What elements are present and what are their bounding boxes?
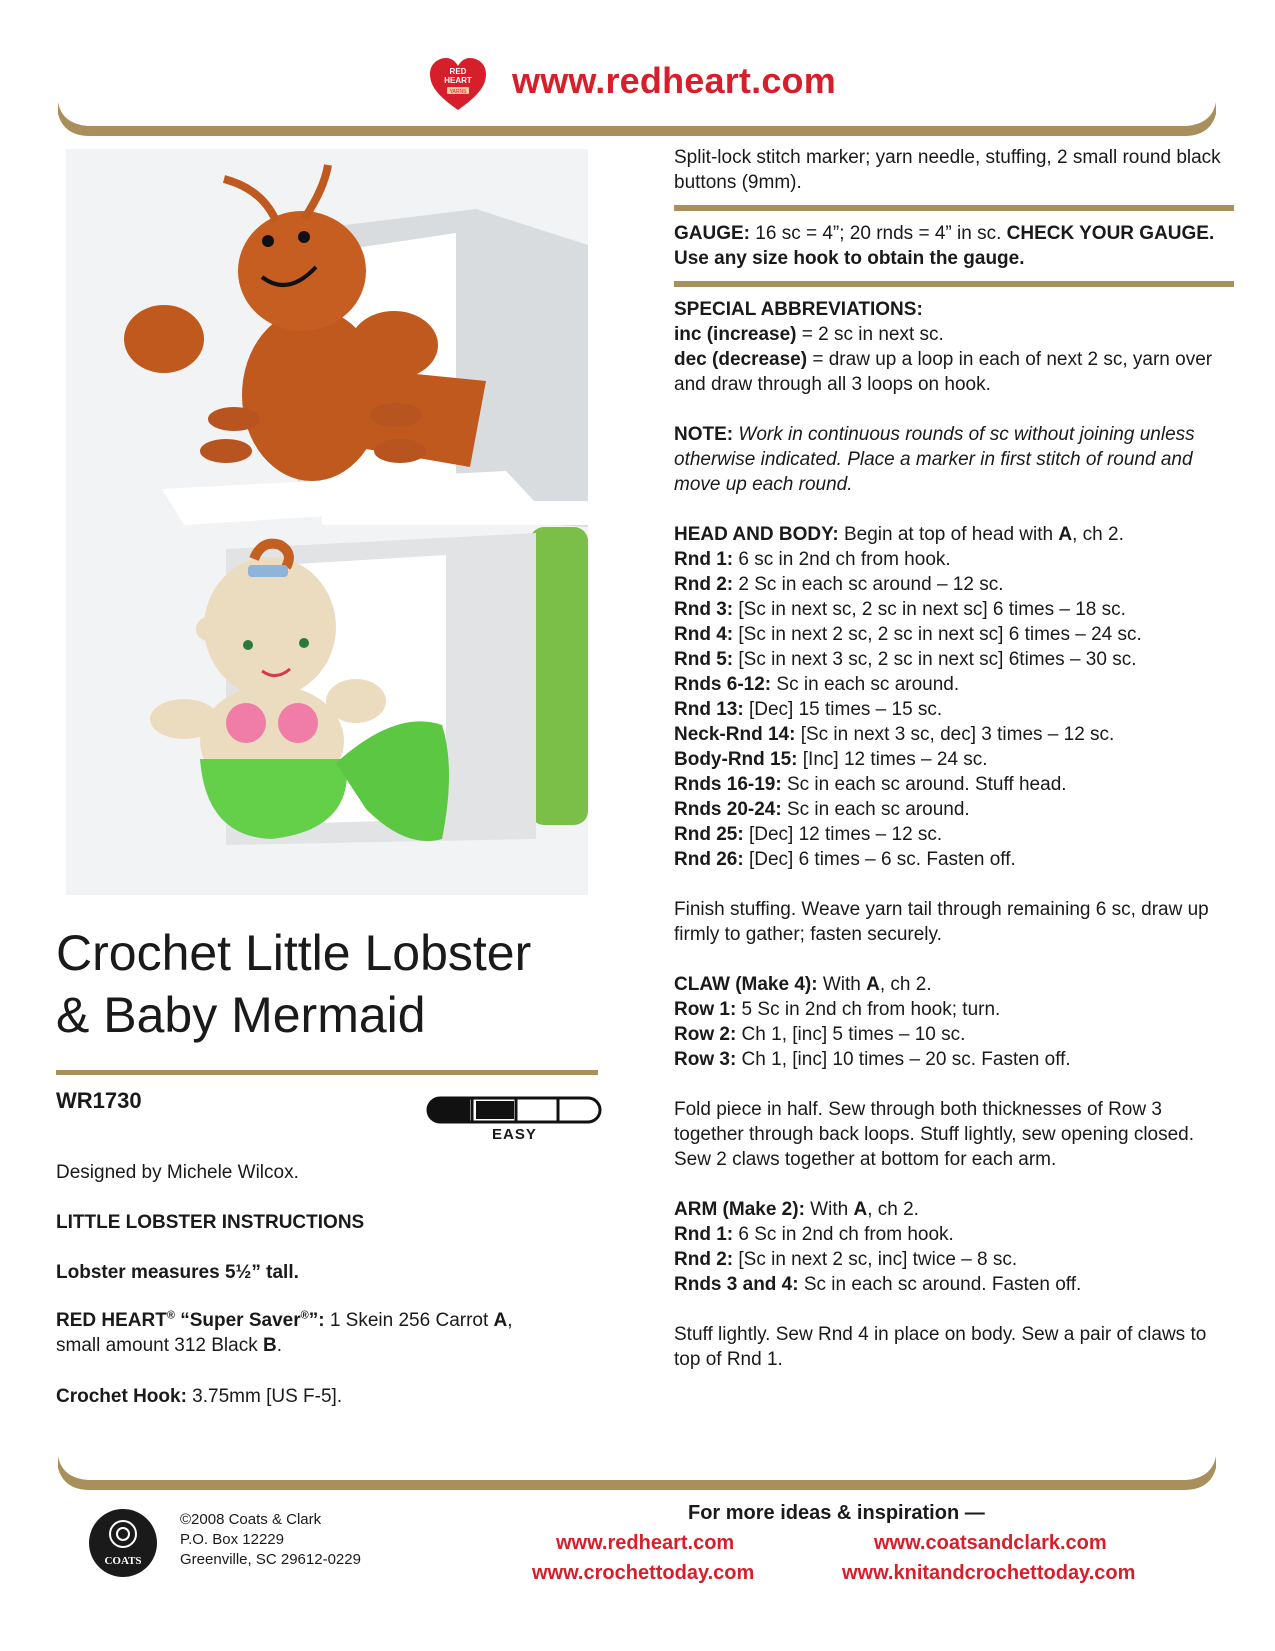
svg-text:YARNS: YARNS [449,89,467,95]
instructions-column [674,145,1234,1372]
pattern-title-line1: Crochet Little Lobster [56,925,532,981]
notions: Split-lock stitch marker; yarn needle, stuffing, 2 small round black buttons (9mm). [674,147,1221,193]
head-body-heading: HEAD AND BODY: Begin at top of head with A, ch 2. [674,524,1124,545]
stuff-instructions: Stuff lightly. Sew Rnd 4 in place on body. Sew a pair of claws to top of Rnd 1. [674,1324,1207,1370]
instruction-row: Row 3: Ch 1, [inc] 10 times – 20 sc. Fasten off. [674,1049,1071,1070]
fold-instructions: Fold piece in half. Sew through both thicknesses of Row 3 together through back loops. Stuff lightly, sew opening closed. Sew 2 claws together at bottom for each arm. [674,1099,1195,1170]
measurement: Lobster measures 5½” tall. [56,1262,299,1283]
instruction-row: Rnds 6-12: Sc in each sc around. [674,674,960,695]
svg-text:RED: RED [449,67,467,76]
instruction-row: Row 2: Ch 1, [inc] 5 times – 10 sc. [674,1024,966,1045]
instruction-row: Rnd 25: [Dec] 12 times – 12 sc. [674,824,943,845]
instruction-row: Rnd 5: [Sc in next 3 sc, 2 sc in next sc] 6times – 30 sc. [674,649,1137,670]
bottom-gold-swoosh [58,1452,1216,1492]
instruction-row: Rnd 4: [Sc in next 2 sc, 2 sc in next sc] 6 times – 24 sc. [674,624,1142,645]
head-body-rows [674,547,1234,872]
instruction-row: Rnd 2: 2 Sc in each sc around – 12 sc. [674,574,1004,595]
instruction-row: Rnd 3: [Sc in next sc, 2 sc in next sc] 6 times – 18 sc. [674,599,1126,620]
link-coatsandclark[interactable]: www.coatsandclark.com [874,1532,1107,1554]
top-gold-swoosh [58,98,1216,138]
crochet-hook: Crochet Hook: 3.75mm [US F-5]. [56,1386,343,1407]
title-divider [56,1070,598,1075]
skill-level-icon [426,1096,602,1124]
gauge-rule-top [674,205,1234,211]
instructions-heading: LITTLE LOBSTER INSTRUCTIONS [56,1212,365,1233]
claw-heading: CLAW (Make 4): With A, ch 2. [674,974,932,995]
skill-level-label: EASY [492,1126,537,1143]
lobster-and-mermaid-photo [66,149,588,895]
instruction-row: Rnd 13: [Dec] 15 times – 15 sc. [674,699,943,720]
pattern-title [56,922,616,1046]
gauge: GAUGE: 16 sc = 4”; 20 rnds = 4” in sc. CHECK YOUR GAUGE. Use any size hook to obtain the gauge. [674,223,1215,269]
footer-address [180,1510,361,1570]
claw-rows [674,997,1234,1072]
instruction-row: Row 1: 5 Sc in 2nd ch from hook; turn. [674,999,1001,1020]
instruction-row: Rnd 2: [Sc in next 2 sc, inc] twice – 8 sc. [674,1249,1018,1270]
po-box: P.O. Box 12229 [180,1531,284,1548]
svg-text:COATS: COATS [104,1555,142,1567]
instruction-row: Body-Rnd 15: [Inc] 12 times – 24 sc. [674,749,988,770]
abbrev-inc: inc (increase) = 2 sc in next sc. [674,324,944,345]
yarn-materials: RED HEART® “Super Saver®”: 1 Skein 256 Carrot A, small amount 312 Black B. [56,1309,513,1356]
more-ideas-heading: For more ideas & inspiration — [688,1502,985,1524]
coats-logo [88,1508,158,1578]
city: Greenville, SC 29612-0229 [180,1551,361,1568]
link-crochettoday[interactable]: www.crochettoday.com [532,1562,755,1584]
instruction-row: Rnd 1: 6 sc in 2nd ch from hook. [674,549,951,570]
abbrev-heading: SPECIAL ABBREVIATIONS: [674,299,923,320]
gauge-rule-bottom [674,281,1234,287]
abbrev-dec: dec (decrease) = draw up a loop in each of next 2 sc, yarn over and draw through all 3 loops on hook. [674,349,1213,395]
instruction-row: Rnds 16-19: Sc in each sc around. Stuff head. [674,774,1067,795]
link-knitandcrochettoday[interactable]: www.knitandcrochettoday.com [842,1562,1136,1584]
yarn-brand: RED HEART® “Super Saver®”: [56,1309,325,1331]
instruction-row: Rnds 20-24: Sc in each sc around. [674,799,970,820]
finish-stuffing: Finish stuffing. Weave yarn tail through remaining 6 sc, draw up firmly to gather; fasten securely. [674,899,1209,945]
pattern-number: WR1730 [56,1088,142,1113]
designer-credit: Designed by Michele Wilcox. [56,1162,299,1183]
copyright: ©2008 Coats & Clark [180,1511,322,1528]
header-site-url[interactable]: www.redheart.com [512,60,836,101]
svg-text:HEART: HEART [444,76,472,85]
instruction-row: Rnd 26: [Dec] 6 times – 6 sc. Fasten off. [674,849,1016,870]
instruction-row: Rnd 1: 6 Sc in 2nd ch from hook. [674,1224,954,1245]
pattern-title-line2: & Baby Mermaid [56,987,426,1043]
note: NOTE: Work in continuous rounds of sc without joining unless otherwise indicated. Place a marker in first stitch of round and move up each round. [674,424,1195,495]
arm-heading: ARM (Make 2): With A, ch 2. [674,1199,919,1220]
link-redheart[interactable]: www.redheart.com [556,1532,735,1554]
arm-rows [674,1222,1234,1297]
instruction-row: Rnds 3 and 4: Sc in each sc around. Fasten off. [674,1274,1082,1295]
instruction-row: Neck-Rnd 14: [Sc in next 3 sc, dec] 3 times – 12 sc. [674,724,1115,745]
